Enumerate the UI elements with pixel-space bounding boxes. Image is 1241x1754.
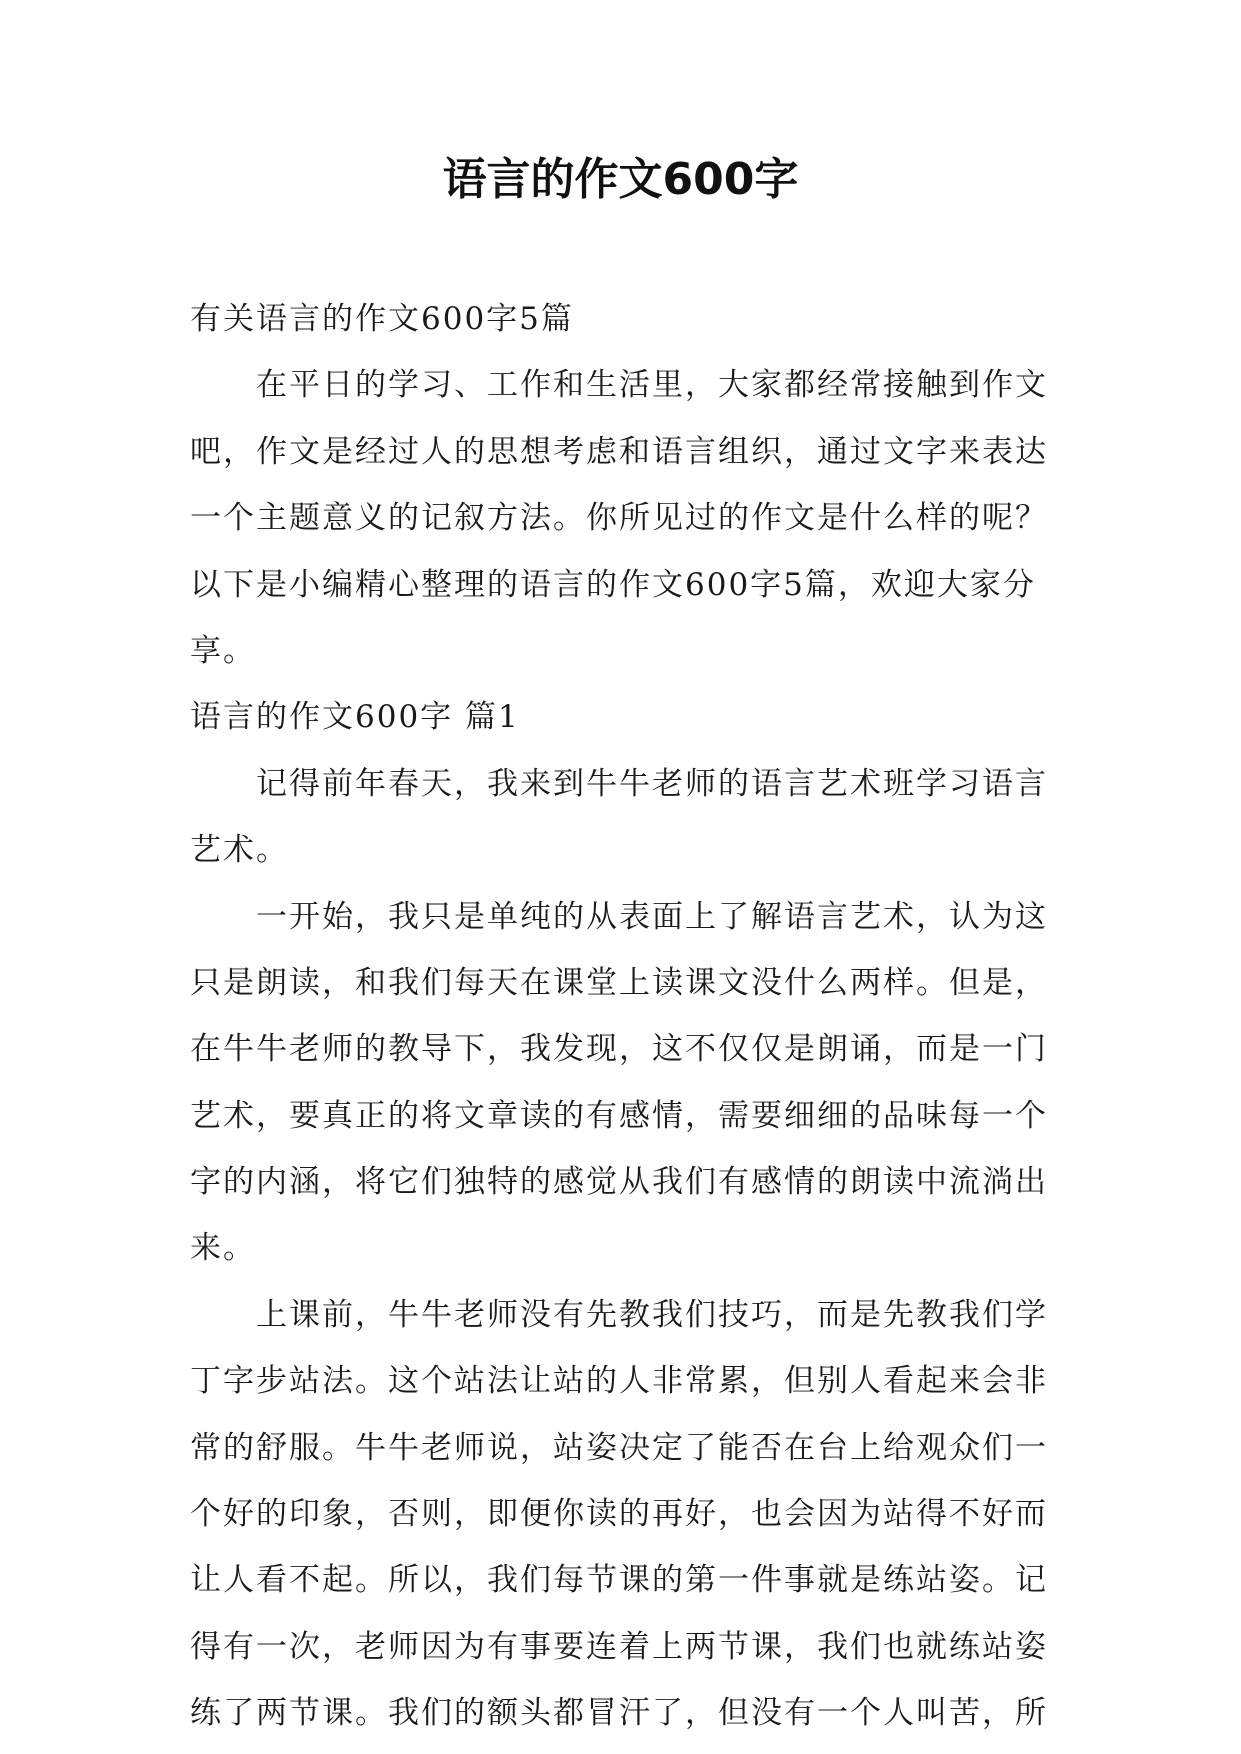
text-line: 吧，作文是经过人的思想考虑和语言组织，通过文字来表达 <box>190 433 1048 470</box>
text-line: 字的内涵，将它们独特的感觉从我们有感情的朗读中流淌出 <box>190 1164 1048 1201</box>
text-line: 在平日的学习、工作和生活里，大家都经常接触到作文 <box>256 367 1048 404</box>
text-line: 来。 <box>190 1230 256 1267</box>
text-line: 个好的印象，否则，即便你读的再好，也会因为站得不好而 <box>190 1496 1048 1533</box>
text-line: 有关语言的作文600字5篇 <box>190 301 574 337</box>
text-line: 练了两节课。我们的额头都冒汗了，但没有一个人叫苦，所 <box>190 1695 1048 1732</box>
text-line: 丁字步站法。这个站法让站的人非常累，但别人看起来会非 <box>190 1363 1048 1400</box>
document-title: 语言的作文600字 <box>442 154 799 205</box>
text-line: 享。 <box>190 632 256 669</box>
text-line: 让人看不起。所以，我们每节课的第一件事就是练站姿。记 <box>190 1562 1048 1599</box>
text-line: 得有一次，老师因为有事要连着上两节课，我们也就练站姿 <box>190 1628 1048 1665</box>
text-line: 艺术，要真正的将文章读的有感情，需要细细的品味每一个 <box>190 1097 1048 1134</box>
text-line: 语言的作文600字 篇1 <box>190 699 520 736</box>
text-line: 记得前年春天，我来到牛牛老师的语言艺术班学习语言 <box>256 765 1048 802</box>
text-line: 只是朗读，和我们每天在课堂上读课文没什么两样。但是， <box>190 964 1048 1001</box>
text-line: 以下是小编精心整理的语言的作文600字5篇，欢迎大家分 <box>190 566 1036 603</box>
text-line: 在牛牛老师的教导下，我发现，这不仅仅是朗诵，而是一门 <box>190 1031 1048 1068</box>
text-line: 上课前，牛牛老师没有先教我们技巧，而是先教我们学 <box>256 1296 1048 1333</box>
text-line: 常的舒服。牛牛老师说，站姿决定了能否在台上给观众们一 <box>190 1429 1048 1466</box>
text-line: 一开始，我只是单纯的从表面上了解语言艺术，认为这 <box>256 898 1048 935</box>
text-line: 艺术。 <box>190 832 289 869</box>
document-body <box>190 286 1060 1747</box>
text-line: 一个主题意义的记叙方法。你所见过的作文是什么样的呢？ <box>190 500 1048 537</box>
